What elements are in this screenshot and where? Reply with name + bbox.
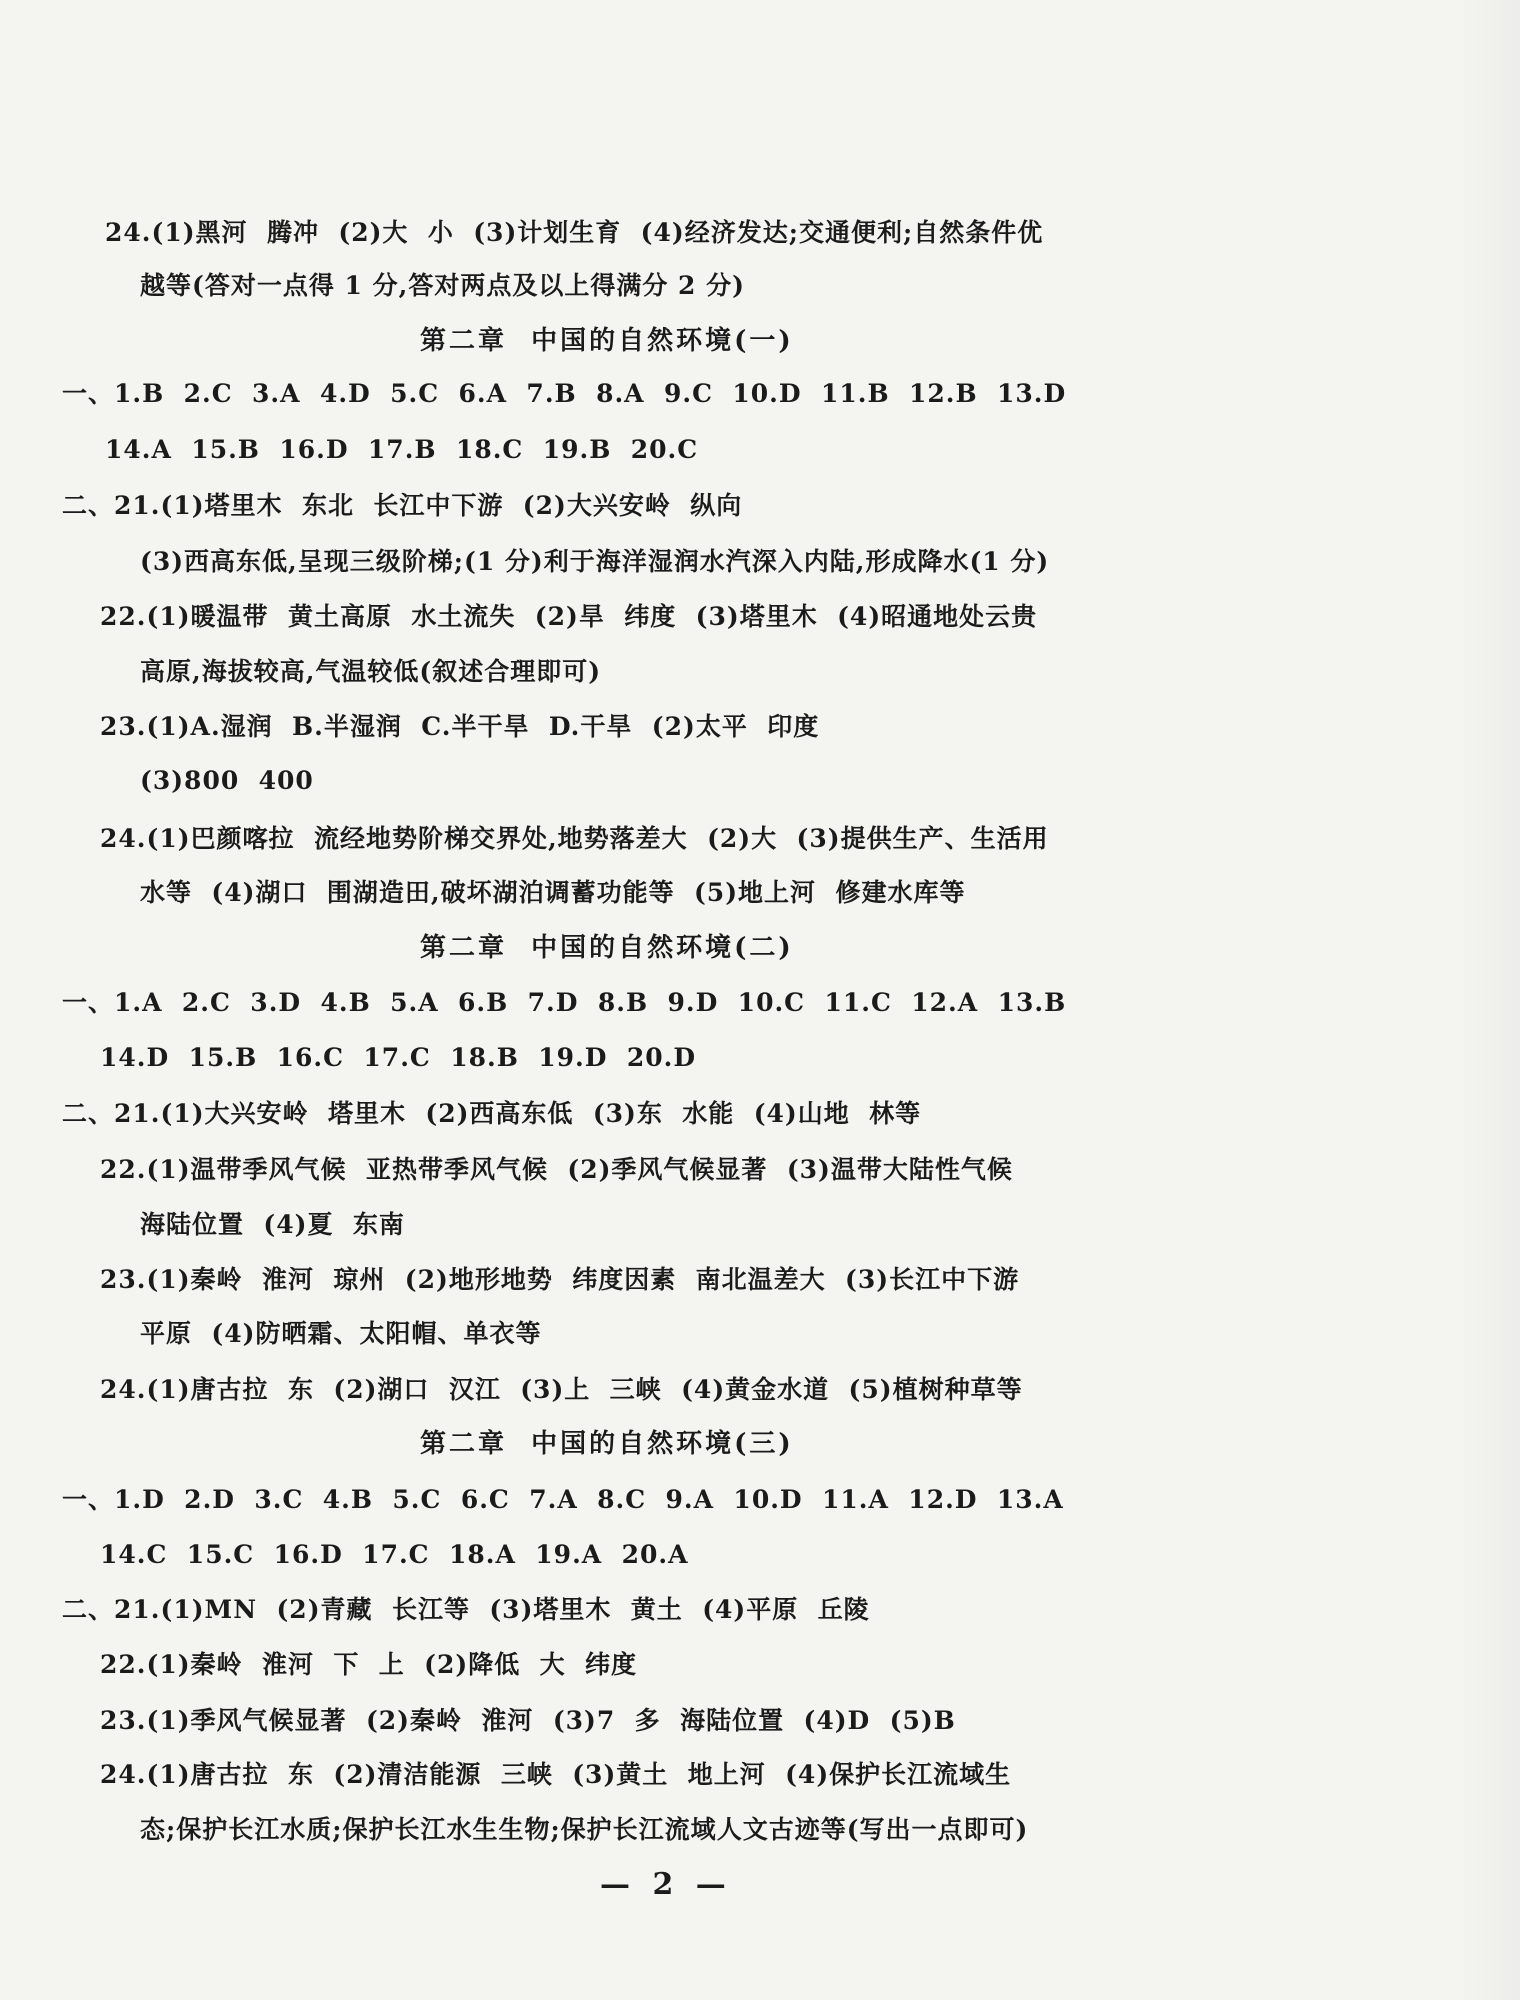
answer-line: 23.(1)季风气候显著 (2)秦岭 淮河 (3)7 多 海陆位置 (4)D (5)B — [100, 1706, 956, 1735]
answer-line: 22.(1)秦岭 淮河 下 上 (2)降低 大 纬度 — [100, 1650, 638, 1679]
answer-line: 水等 (4)湖口 围湖造田,破坏湖泊调蓄功能等 (5)地上河 修建水库等 — [140, 878, 966, 907]
answer-line: 一、1.D 2.D 3.C 4.B 5.C 6.C 7.A 8.C 9.A 10.D 11.A 12.D 13.A — [62, 1485, 1064, 1514]
answer-line: 14.C 15.C 16.D 17.C 18.A 19.A 20.A — [100, 1540, 689, 1569]
answer-line: 平原 (4)防晒霜、太阳帽、单衣等 — [140, 1319, 542, 1348]
answer-line: (3)西高东低,呈现三级阶梯;(1 分)利于海洋湿润水汽深入内陆,形成降水(1 分) — [140, 547, 1050, 576]
section-heading: 第二章 中国的自然环境(二) — [420, 933, 794, 963]
answer-line: 一、1.A 2.C 3.D 4.B 5.A 6.B 7.D 8.B 9.D 10.C 11.C 12.A 13.B — [62, 988, 1067, 1017]
answer-line: 24.(1)唐古拉 东 (2)湖口 汉江 (3)上 三峡 (4)黄金水道 (5)植树种草等 — [100, 1375, 1023, 1404]
answer-line: 23.(1)秦岭 淮河 琼州 (2)地形地势 纬度因素 南北温差大 (3)长江中下游 — [100, 1265, 1020, 1294]
answer-line: (3)800 400 — [140, 766, 314, 795]
answer-line: 越等(答对一点得 1 分,答对两点及以上得满分 2 分) — [140, 271, 745, 300]
page-number: — 2 — — [600, 1867, 732, 1902]
answer-line: 14.D 15.B 16.C 17.C 18.B 19.D 20.D — [100, 1043, 696, 1072]
answer-line: 二、21.(1)大兴安岭 塔里木 (2)西高东低 (3)东 水能 (4)山地 林等 — [62, 1099, 922, 1128]
answer-line: 态;保护长江水质;保护长江水生生物;保护长江流域人文古迹等(写出一点即可) — [140, 1815, 1029, 1844]
answer-line: 二、21.(1)MN (2)青藏 长江等 (3)塔里木 黄土 (4)平原 丘陵 — [62, 1595, 870, 1624]
section-heading: 第二章 中国的自然环境(三) — [420, 1429, 794, 1459]
answer-line: 24.(1)唐古拉 东 (2)清洁能源 三峡 (3)黄土 地上河 (4)保护长江流域生 — [100, 1760, 1012, 1789]
answer-line: 23.(1)A.湿润 B.半湿润 C.半干旱 D.干旱 (2)太平 印度 — [100, 712, 820, 741]
answer-line: 一、1.B 2.C 3.A 4.D 5.C 6.A 7.B 8.A 9.C 10.D 11.B 12.B 13.D — [62, 379, 1067, 408]
answer-line: 22.(1)温带季风气候 亚热带季风气候 (2)季风气候显著 (3)温带大陆性气候 — [100, 1155, 1013, 1184]
answer-line: 14.A 15.B 16.D 17.B 18.C 19.B 20.C — [105, 435, 699, 464]
answer-line: 24.(1)黑河 腾冲 (2)大 小 (3)计划生育 (4)经济发达;交通便利;自然条件优 — [105, 218, 1044, 247]
answer-line: 高原,海拔较高,气温较低(叙述合理即可) — [140, 657, 602, 686]
scan-edge-shadow — [1450, 0, 1520, 2000]
section-heading: 第二章 中国的自然环境(一) — [420, 326, 794, 356]
answer-line: 二、21.(1)塔里木 东北 长江中下游 (2)大兴安岭 纵向 — [62, 491, 743, 520]
answer-line: 24.(1)巴颜喀拉 流经地势阶梯交界处,地势落差大 (2)大 (3)提供生产、生活用 — [100, 824, 1049, 853]
answer-line: 22.(1)暖温带 黄土高原 水土流失 (2)旱 纬度 (3)塔里木 (4)昭通地处云贵 — [100, 602, 1038, 631]
answer-line: 海陆位置 (4)夏 东南 — [140, 1210, 405, 1239]
